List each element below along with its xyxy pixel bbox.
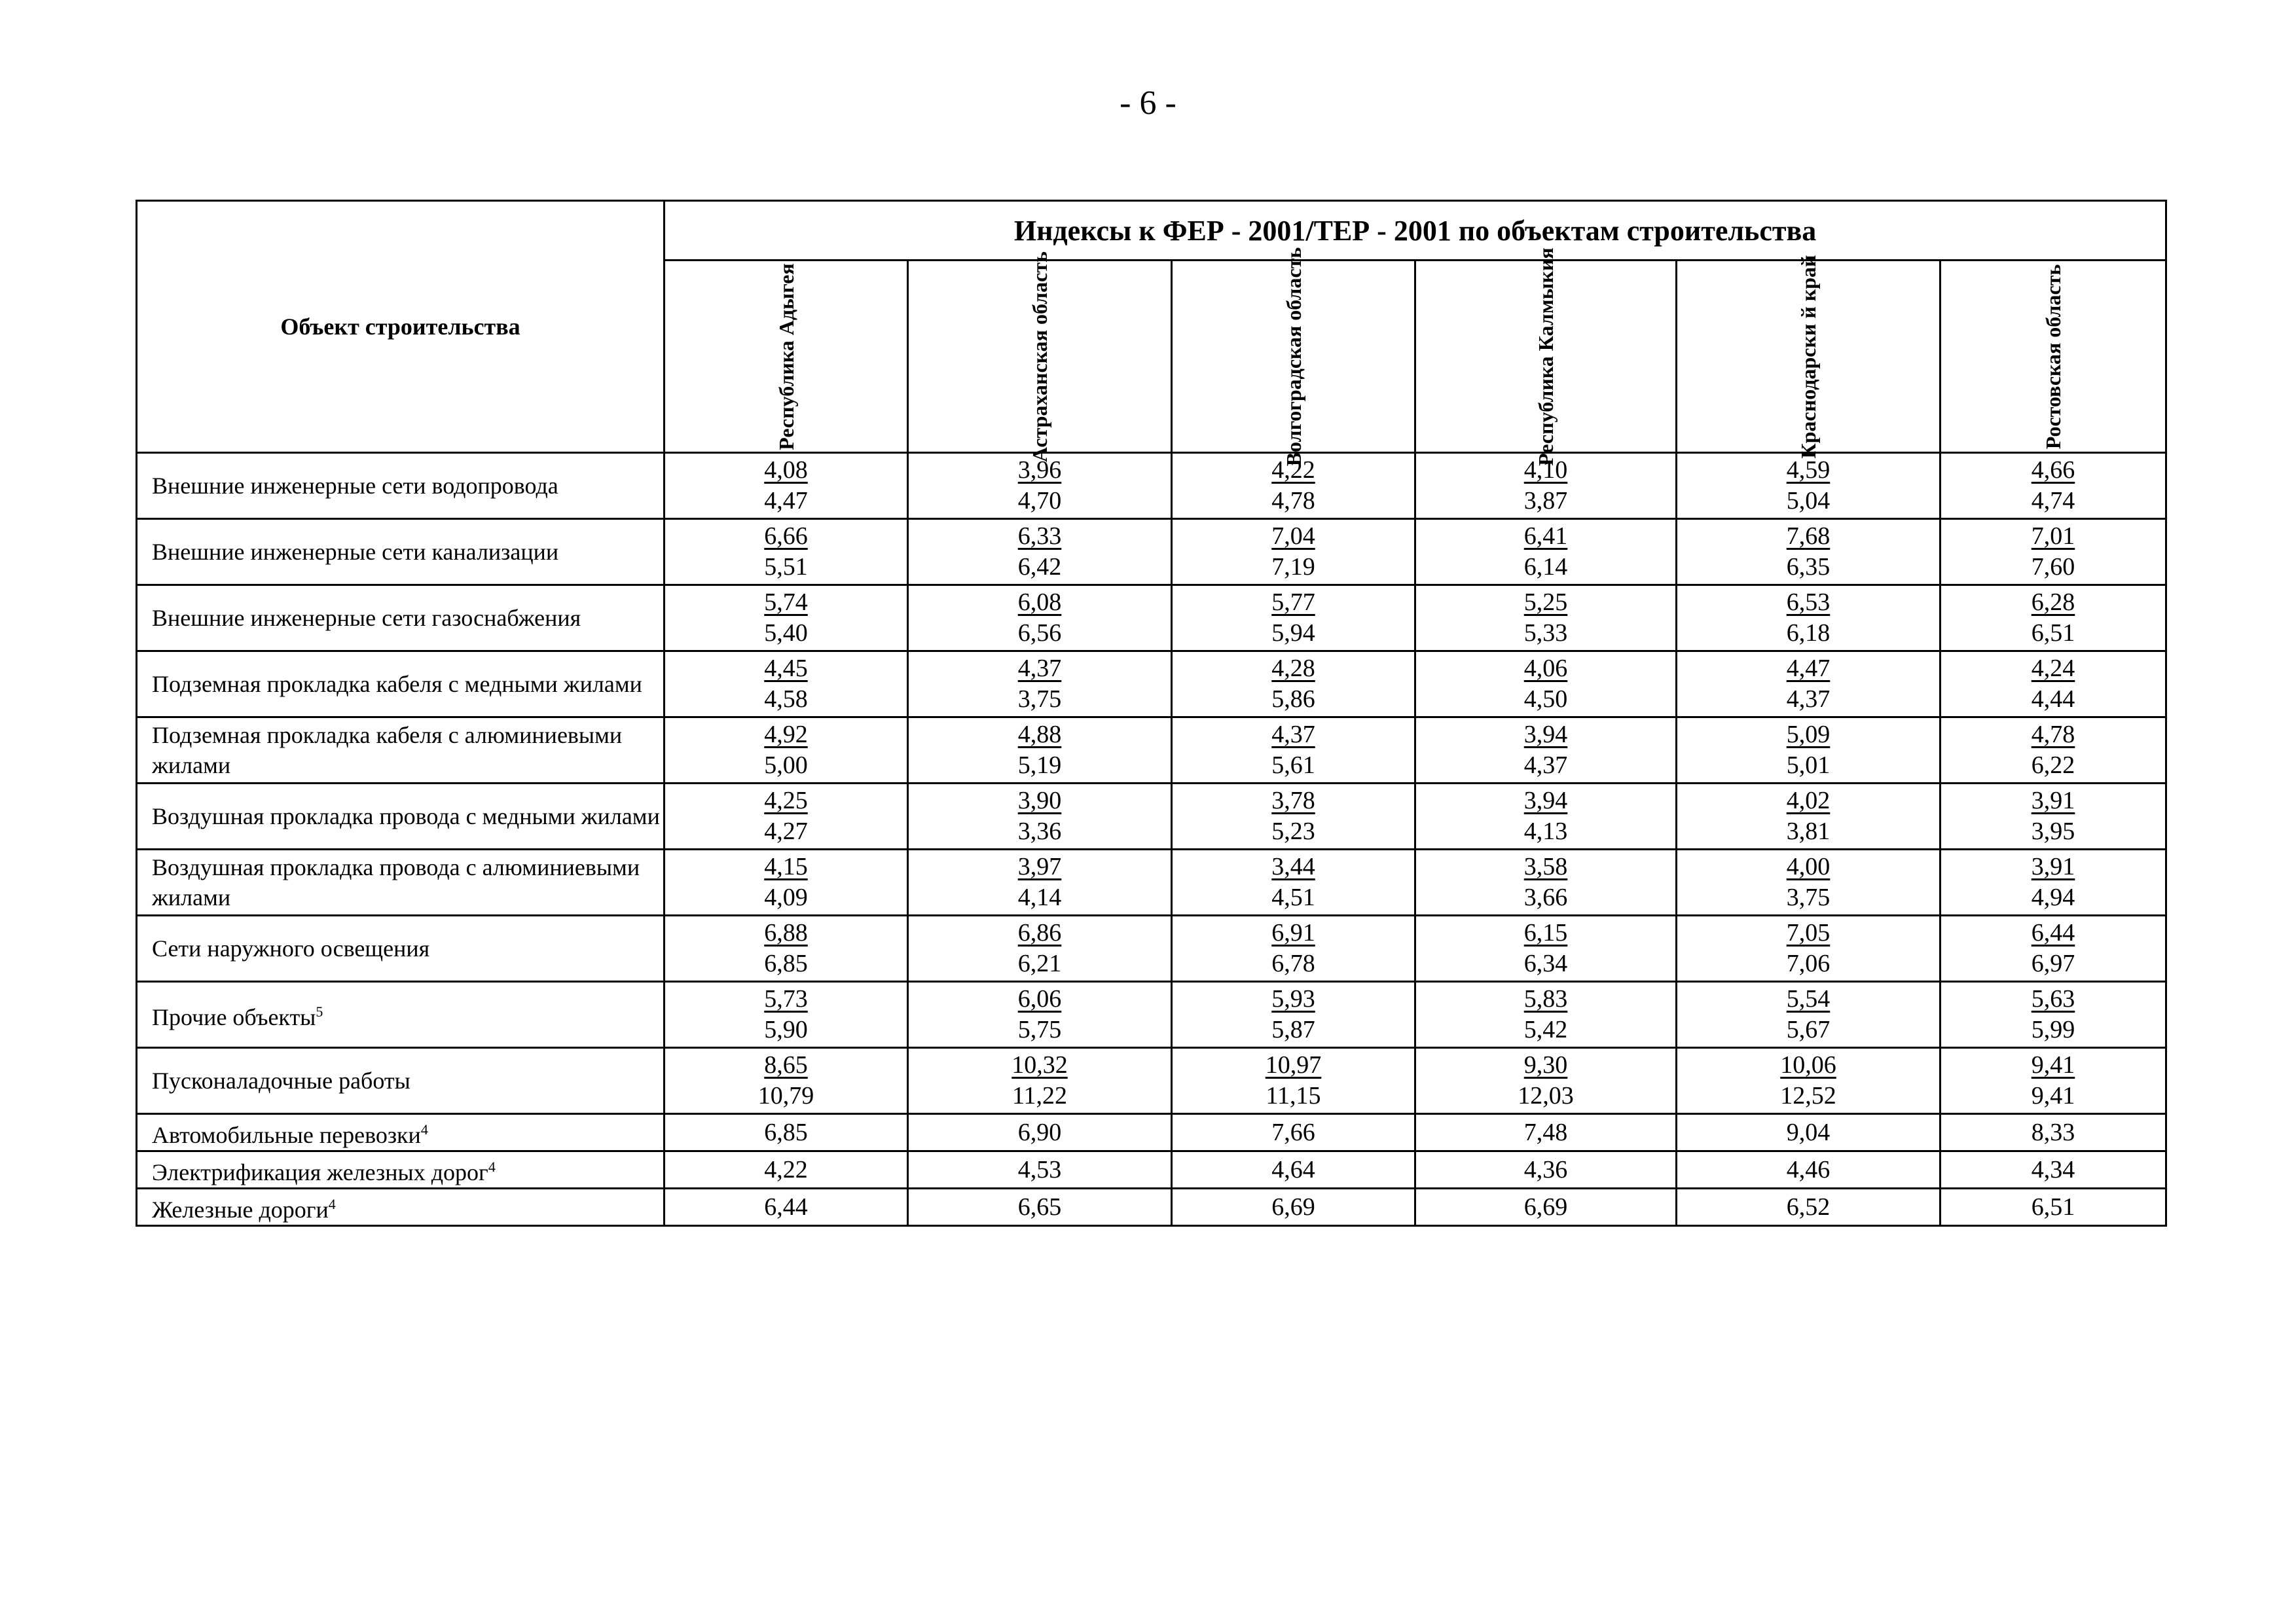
object-name: Подземная прокладка кабеля с медными жилами xyxy=(152,671,642,697)
object-name-cell xyxy=(137,453,665,519)
region-header xyxy=(1941,261,2166,453)
index-cell xyxy=(665,651,908,717)
index-value: 6,69 xyxy=(1523,1193,1568,1221)
index-cell xyxy=(1172,1114,1415,1151)
index-cell xyxy=(1941,916,2166,982)
index-value-bottom: 6,51 xyxy=(2031,619,2075,647)
index-cell xyxy=(1415,1189,1677,1226)
index-cell xyxy=(1677,784,1941,850)
footnote-marker: 5 xyxy=(316,1003,323,1020)
index-value-top: 4,28 xyxy=(1271,655,1315,682)
index-cell xyxy=(1172,784,1415,850)
index-cell xyxy=(908,453,1172,519)
index-value-bottom: 11,15 xyxy=(1266,1082,1321,1110)
index-value-top: 6,66 xyxy=(764,522,808,550)
region-label: Астраханская область xyxy=(1028,251,1051,462)
object-name-cell xyxy=(137,1114,665,1151)
index-cell xyxy=(665,982,908,1048)
object-name: Сети наружного освещения xyxy=(152,935,430,962)
index-cell xyxy=(908,585,1172,651)
index-cell xyxy=(1677,850,1941,916)
index-value-bottom: 4,51 xyxy=(1271,884,1315,911)
index-value: 6,52 xyxy=(1786,1193,1831,1221)
index-cell xyxy=(908,850,1172,916)
index-value-bottom: 3,95 xyxy=(2031,818,2075,845)
object-name: Внешние инженерные сети водопровода xyxy=(152,473,558,499)
index-value-top: 10,97 xyxy=(1265,1051,1322,1079)
index-value-bottom: 3,75 xyxy=(1017,685,1062,713)
index-value-bottom: 5,33 xyxy=(1523,619,1568,647)
footnote-marker: 4 xyxy=(488,1159,496,1175)
index-value: 8,33 xyxy=(2031,1118,2075,1146)
region-header xyxy=(665,261,908,453)
table-row xyxy=(137,784,2166,850)
index-value-top: 7,68 xyxy=(1786,522,1831,550)
index-value-top: 3,91 xyxy=(2031,787,2075,814)
index-value: 4,36 xyxy=(1523,1155,1568,1183)
index-cell xyxy=(1415,519,1677,585)
index-value-top: 5,83 xyxy=(1523,985,1568,1013)
index-value-top: 4,08 xyxy=(764,456,808,484)
index-value: 4,46 xyxy=(1786,1155,1831,1183)
index-cell xyxy=(908,1151,1172,1189)
index-value-bottom: 4,13 xyxy=(1523,818,1568,845)
index-value-top: 9,30 xyxy=(1523,1051,1568,1079)
index-value-top: 4,88 xyxy=(1017,721,1062,748)
index-value-bottom: 4,74 xyxy=(2031,487,2075,514)
index-value-bottom: 4,94 xyxy=(2031,884,2075,911)
index-value-top: 3,91 xyxy=(2031,853,2075,880)
index-cell xyxy=(665,1114,908,1151)
index-value-top: 6,06 xyxy=(1017,985,1062,1013)
index-cell xyxy=(908,717,1172,784)
index-value-top: 4,22 xyxy=(1271,456,1315,484)
object-name-cell xyxy=(137,585,665,651)
index-cell xyxy=(1172,1189,1415,1226)
index-cell xyxy=(908,1048,1172,1114)
index-cell xyxy=(1677,916,1941,982)
index-cell xyxy=(1415,1151,1677,1189)
index-cell xyxy=(1415,916,1677,982)
index-value: 6,69 xyxy=(1271,1193,1315,1221)
index-value-bottom: 4,70 xyxy=(1017,487,1062,514)
index-cell xyxy=(1172,717,1415,784)
page-number: - 6 - xyxy=(1120,84,1176,122)
index-cell xyxy=(1941,519,2166,585)
object-name-cell xyxy=(137,717,665,784)
table-row xyxy=(137,1189,2166,1226)
index-value-top: 5,74 xyxy=(764,588,808,616)
index-value: 6,85 xyxy=(764,1118,808,1146)
table-row xyxy=(137,1114,2166,1151)
index-value-top: 7,05 xyxy=(1786,919,1831,947)
index-value-bottom: 4,27 xyxy=(764,818,808,845)
table-body xyxy=(137,453,2166,1226)
table-row xyxy=(137,1151,2166,1189)
region-label: Республика Адыгея xyxy=(774,262,798,450)
object-name-cell xyxy=(137,916,665,982)
region-label: Ростовская область xyxy=(2041,264,2066,449)
index-value-bottom: 5,90 xyxy=(764,1016,808,1043)
index-value-top: 4,15 xyxy=(764,853,808,880)
region-label: Республика Калмыкия xyxy=(1534,247,1558,466)
index-cell xyxy=(1172,1048,1415,1114)
index-value-bottom: 5,23 xyxy=(1271,818,1315,845)
table-row xyxy=(137,585,2166,651)
index-value-bottom: 6,85 xyxy=(764,950,808,977)
index-cell xyxy=(1677,1048,1941,1114)
index-value-bottom: 5,01 xyxy=(1786,751,1831,779)
index-value: 4,53 xyxy=(1017,1155,1062,1183)
index-cell xyxy=(1941,585,2166,651)
index-value-bottom: 3,75 xyxy=(1786,884,1831,911)
index-value-bottom: 6,34 xyxy=(1523,950,1568,977)
table-row xyxy=(137,1048,2166,1114)
index-cell xyxy=(665,453,908,519)
index-value: 6,90 xyxy=(1017,1118,1062,1146)
index-value-bottom: 6,21 xyxy=(1017,950,1062,977)
index-value-bottom: 5,00 xyxy=(764,751,808,779)
index-value-top: 10,32 xyxy=(1011,1051,1068,1079)
index-value-bottom: 7,60 xyxy=(2031,553,2075,581)
index-value-top: 4,78 xyxy=(2031,721,2075,748)
index-cell xyxy=(1941,1189,2166,1226)
index-cell xyxy=(665,585,908,651)
index-value: 4,64 xyxy=(1271,1155,1315,1183)
index-value-bottom: 4,44 xyxy=(2031,685,2075,713)
index-cell xyxy=(1172,651,1415,717)
index-value-bottom: 3,66 xyxy=(1523,884,1568,911)
index-cell xyxy=(1415,1114,1677,1151)
object-name: Воздушная прокладка провода с медными жилами xyxy=(152,803,660,829)
object-name-cell xyxy=(137,784,665,850)
index-value-bottom: 12,52 xyxy=(1780,1082,1836,1110)
index-value-top: 3,94 xyxy=(1523,787,1568,814)
index-value-top: 6,88 xyxy=(764,919,808,947)
index-value-bottom: 5,40 xyxy=(764,619,808,647)
index-cell xyxy=(1677,717,1941,784)
index-value-bottom: 5,75 xyxy=(1017,1016,1062,1043)
object-name: Внешние инженерные сети газоснабжения xyxy=(152,605,581,631)
index-value-top: 4,06 xyxy=(1523,655,1568,682)
index-cell xyxy=(1172,519,1415,585)
index-cell xyxy=(1677,1189,1941,1226)
object-name: Пусконаладочные работы xyxy=(152,1068,410,1094)
region-header xyxy=(1172,247,1415,466)
index-cell xyxy=(1172,982,1415,1048)
index-value-top: 3,96 xyxy=(1017,456,1062,484)
index-value-bottom: 9,41 xyxy=(2031,1082,2075,1110)
index-value-top: 7,04 xyxy=(1271,522,1315,550)
index-cell xyxy=(908,519,1172,585)
index-value-bottom: 6,18 xyxy=(1786,619,1831,647)
index-value-top: 4,10 xyxy=(1523,456,1568,484)
object-name-cell xyxy=(137,982,665,1048)
index-value-bottom: 3,81 xyxy=(1786,818,1831,845)
index-cell xyxy=(908,1114,1172,1151)
index-value-top: 5,73 xyxy=(764,985,808,1013)
table-row xyxy=(137,453,2166,519)
index-cell xyxy=(1415,651,1677,717)
object-name: Электрификация железных дорог xyxy=(152,1159,488,1185)
index-cell xyxy=(665,1151,908,1189)
index-value-top: 3,44 xyxy=(1271,853,1315,880)
object-name-cell xyxy=(137,1189,665,1226)
object-name: Железные дороги xyxy=(152,1197,329,1223)
index-value-bottom: 3,87 xyxy=(1523,487,1568,514)
index-value-top: 3,90 xyxy=(1017,787,1062,814)
footnote-marker: 4 xyxy=(328,1196,336,1212)
index-value-bottom: 6,14 xyxy=(1523,553,1568,581)
index-cell xyxy=(908,784,1172,850)
index-value-top: 6,08 xyxy=(1017,588,1062,616)
index-cell xyxy=(1677,1151,1941,1189)
index-value: 6,65 xyxy=(1017,1193,1062,1221)
index-value-top: 4,37 xyxy=(1017,655,1062,682)
index-cell xyxy=(665,784,908,850)
region-label: Волгоградская область xyxy=(1281,247,1305,466)
index-value-bottom: 5,99 xyxy=(2031,1016,2075,1043)
footnote-marker: 4 xyxy=(420,1121,428,1138)
index-value-bottom: 5,94 xyxy=(1271,619,1315,647)
index-cell xyxy=(1415,717,1677,784)
index-value-top: 8,65 xyxy=(764,1051,808,1079)
index-value-top: 6,86 xyxy=(1017,919,1062,947)
index-cell xyxy=(1415,784,1677,850)
index-cell xyxy=(665,1048,908,1114)
index-value-top: 6,44 xyxy=(2031,919,2075,947)
index-cell xyxy=(908,982,1172,1048)
index-value: 9,04 xyxy=(1786,1118,1831,1146)
index-cell xyxy=(1172,916,1415,982)
index-value-bottom: 6,35 xyxy=(1786,553,1831,581)
index-value-top: 3,58 xyxy=(1523,853,1568,880)
index-value-bottom: 4,58 xyxy=(764,685,808,713)
object-column-header xyxy=(137,201,665,453)
index-value-top: 4,24 xyxy=(2031,655,2075,682)
index-cell xyxy=(665,850,908,916)
index-value-bottom: 4,37 xyxy=(1523,751,1568,779)
index-cell xyxy=(1941,717,2166,784)
region-header xyxy=(1677,255,1941,458)
index-value-top: 6,33 xyxy=(1017,522,1062,550)
index-value-top: 4,66 xyxy=(2031,456,2075,484)
object-name: Воздушная прокладка провода с алюминиевыми жилами xyxy=(152,854,640,911)
index-value-bottom: 5,51 xyxy=(764,553,808,581)
index-value-bottom: 5,19 xyxy=(1017,751,1062,779)
object-name-cell xyxy=(137,651,665,717)
table-row xyxy=(137,717,2166,784)
index-value-bottom: 6,97 xyxy=(2031,950,2075,977)
index-cell xyxy=(1172,1151,1415,1189)
index-value-bottom: 7,06 xyxy=(1786,950,1831,977)
index-value-top: 4,59 xyxy=(1786,456,1831,484)
index-cell xyxy=(665,916,908,982)
index-value-bottom: 5,67 xyxy=(1786,1016,1831,1043)
index-cell xyxy=(1677,982,1941,1048)
region-header xyxy=(908,251,1172,462)
table-title: Индексы к ФЕР - 2001/ТЕР - 2001 по объектам строительства xyxy=(665,201,2166,261)
index-value-top: 3,94 xyxy=(1523,721,1568,748)
index-value-bottom: 4,78 xyxy=(1271,487,1315,514)
object-column-label: Объект строительства xyxy=(280,314,520,340)
index-cell xyxy=(1941,651,2166,717)
index-cell xyxy=(1172,585,1415,651)
object-name: Подземная прокладка кабеля с алюминиевыми жилами xyxy=(152,722,623,778)
object-name-cell xyxy=(137,1048,665,1114)
index-value-top: 5,93 xyxy=(1271,985,1315,1013)
index-cell xyxy=(1677,585,1941,651)
index-cell xyxy=(1415,1048,1677,1114)
index-cell xyxy=(665,717,908,784)
index-cell xyxy=(908,651,1172,717)
index-value-top: 4,37 xyxy=(1271,721,1315,748)
index-value-top: 4,00 xyxy=(1786,853,1831,880)
index-cell xyxy=(1415,850,1677,916)
index-cell xyxy=(1941,982,2166,1048)
index-value-bottom: 5,86 xyxy=(1271,685,1315,713)
index-value-top: 6,91 xyxy=(1271,919,1315,947)
index-value-top: 4,25 xyxy=(764,787,808,814)
index-value-bottom: 3,36 xyxy=(1017,818,1062,845)
index-cell xyxy=(665,519,908,585)
index-value-top: 7,01 xyxy=(2031,522,2075,550)
index-cell xyxy=(1677,651,1941,717)
index-value-bottom: 7,19 xyxy=(1271,553,1315,581)
index-value-bottom: 4,14 xyxy=(1017,884,1062,911)
index-value-bottom: 6,56 xyxy=(1017,619,1062,647)
index-value: 4,22 xyxy=(764,1155,808,1183)
object-name-cell xyxy=(137,1151,665,1189)
region-header xyxy=(1415,247,1677,466)
index-value: 7,66 xyxy=(1271,1118,1315,1146)
index-cell xyxy=(1941,1151,2166,1189)
index-value-top: 10,06 xyxy=(1780,1051,1836,1079)
index-value-top: 5,09 xyxy=(1786,721,1831,748)
index-value-bottom: 6,22 xyxy=(2031,751,2075,779)
index-value-top: 3,97 xyxy=(1017,853,1062,880)
index-value-top: 5,54 xyxy=(1786,985,1831,1013)
object-name: Автомобильные перевозки xyxy=(152,1122,421,1148)
index-cell xyxy=(908,916,1172,982)
index-value: 7,48 xyxy=(1523,1118,1568,1146)
index-value-top: 6,53 xyxy=(1786,588,1831,616)
index-value-top: 6,41 xyxy=(1523,522,1568,550)
index-value-top: 4,02 xyxy=(1786,787,1831,814)
object-name: Внешние инженерные сети канализации xyxy=(152,539,559,565)
index-cell xyxy=(1941,453,2166,519)
index-value-bottom: 5,87 xyxy=(1271,1016,1315,1043)
table-row xyxy=(137,982,2166,1048)
index-value: 4,34 xyxy=(2031,1155,2075,1183)
index-value-top: 9,41 xyxy=(2031,1051,2075,1079)
index-value: 6,44 xyxy=(764,1193,808,1221)
object-name: Прочие объекты xyxy=(152,1004,316,1030)
object-name-cell xyxy=(137,519,665,585)
index-value-top: 6,15 xyxy=(1523,919,1568,947)
index-value-top: 3,78 xyxy=(1271,787,1315,814)
index-cell xyxy=(1941,784,2166,850)
index-value-top: 4,45 xyxy=(764,655,808,682)
index-cell xyxy=(1415,982,1677,1048)
index-cell xyxy=(1941,850,2166,916)
index-value-top: 5,25 xyxy=(1523,588,1568,616)
index-cell xyxy=(1677,1114,1941,1151)
table-row xyxy=(137,850,2166,916)
index-cell xyxy=(1941,1048,2166,1114)
index-cell xyxy=(1941,1114,2166,1151)
region-label: Краснодарски й край xyxy=(1796,255,1820,458)
indices-table xyxy=(136,200,2167,1227)
object-name-cell xyxy=(137,850,665,916)
index-value-bottom: 12,03 xyxy=(1518,1082,1574,1110)
index-value-bottom: 4,47 xyxy=(764,487,808,514)
index-cell xyxy=(908,1189,1172,1226)
index-value-top: 4,47 xyxy=(1786,655,1831,682)
index-value-bottom: 4,09 xyxy=(764,884,808,911)
index-cell xyxy=(1172,850,1415,916)
index-value: 6,51 xyxy=(2031,1193,2075,1221)
index-value-bottom: 4,50 xyxy=(1523,685,1568,713)
index-value-bottom: 6,78 xyxy=(1271,950,1315,977)
index-value-bottom: 5,61 xyxy=(1271,751,1315,779)
index-cell xyxy=(1415,585,1677,651)
index-value-bottom: 5,04 xyxy=(1786,487,1831,514)
index-value-top: 5,77 xyxy=(1271,588,1315,616)
index-value-bottom: 10,79 xyxy=(757,1082,814,1110)
index-cell xyxy=(665,1189,908,1226)
table-row xyxy=(137,651,2166,717)
index-value-bottom: 11,22 xyxy=(1011,1082,1068,1110)
index-value-bottom: 4,37 xyxy=(1786,685,1831,713)
index-value-bottom: 6,42 xyxy=(1017,553,1062,581)
index-cell xyxy=(1677,453,1941,519)
index-value-bottom: 5,42 xyxy=(1523,1016,1568,1043)
table-row xyxy=(137,916,2166,982)
index-value-top: 4,92 xyxy=(764,721,808,748)
table-row xyxy=(137,519,2166,585)
index-value-top: 6,28 xyxy=(2031,588,2075,616)
index-cell xyxy=(1677,519,1941,585)
index-value-top: 5,63 xyxy=(2031,985,2075,1013)
